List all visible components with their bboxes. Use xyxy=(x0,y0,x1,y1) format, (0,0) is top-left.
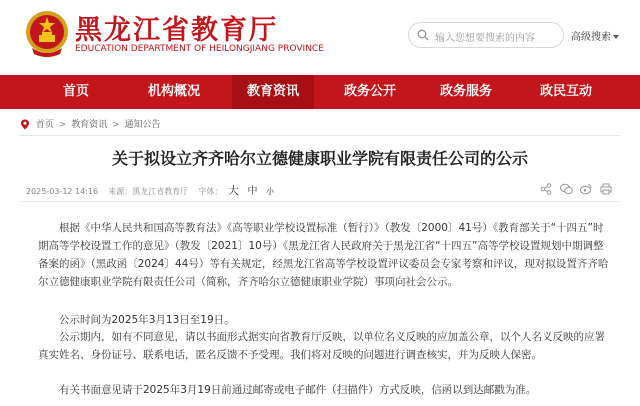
breadcrumb-home[interactable]: 首页 xyxy=(35,120,54,130)
breadcrumb-notices[interactable]: 通知公告 xyxy=(124,120,161,130)
advanced-search-button[interactable] xyxy=(571,28,619,43)
nav-item-about[interactable]: 机构概况 xyxy=(147,84,200,99)
nav-item-interaction[interactable]: 政民互动 xyxy=(539,84,592,99)
font-size-medium[interactable]: 中 xyxy=(247,186,258,197)
font-size-large[interactable]: 大 xyxy=(227,184,239,197)
article-date: 2025-03-12 14:16 xyxy=(26,187,99,196)
font-size-label: 字体： xyxy=(198,187,223,196)
article-paragraph: 公示时间为2025年3月13日至19日。 xyxy=(59,314,235,326)
breadcrumb-separator: > xyxy=(112,120,120,130)
nav-item-open-government[interactable]: 政务公开 xyxy=(343,84,396,99)
site-header xyxy=(0,0,640,75)
site-name[interactable]: 黑龙江省教育厅 xyxy=(75,15,278,46)
divider xyxy=(20,201,620,202)
national-emblem-icon xyxy=(24,8,70,58)
breadcrumb-news[interactable]: 教育资讯 xyxy=(71,120,108,130)
share-icon[interactable] xyxy=(540,180,552,199)
breadcrumb-separator: > xyxy=(58,120,67,130)
site-name-en: EDUCATION DEPARTMENT OF HEILONGJIANG PROVINCE xyxy=(75,44,324,54)
search-input[interactable] xyxy=(408,22,564,48)
share-tools xyxy=(540,180,620,194)
nav-item-news[interactable]: 教育资讯 xyxy=(232,75,314,109)
nav-item-services[interactable]: 政务服务 xyxy=(439,84,492,99)
article-paragraph: 公示期内，如有不同意见，请以书面形式据实向省教育厅反映，以单位名义反映的应加盖公章，以个人名义反映的应署真实姓名、身份证号、联系电话，匿名反馈不予受理。我们将对反映的问题进行调查核实，并为反映人保密。 xyxy=(38,331,605,361)
breadcrumb xyxy=(20,117,161,131)
article-source: 来源：黑龙江省教育厅 xyxy=(108,187,189,196)
article-title: 关于拟设立齐齐哈尔立德健康职业学院有限责任公司的公示 xyxy=(111,149,528,168)
search-icon xyxy=(417,29,429,41)
search-placeholder: 输入您想要搜索的内容 xyxy=(435,33,535,44)
article-meta xyxy=(26,182,277,198)
article-paragraph: 根据《中华人民共和国高等教育法》《高等职业学校设置标准（暂行）》（教发〔2000〕41号）《教育部关于“十四五”时期高等学校设置工作的意见》（教发〔2021〕10号）《黑龙江省人民政府关于黑龙江省“十四五”高等学校设置规划中期调整备案的函》（黑政函〔2024〕44号）等有关规定，经黑龙江省高等学校设置评议委员会专家考察和评议，现对拟设置齐齐哈尔立德健康职业学院有限责任公司（简称，齐齐哈尔立德健康职业学院）事项向社会公示。 xyxy=(38,222,609,288)
location-icon xyxy=(20,119,30,130)
nav-item-home[interactable]: 首页 xyxy=(62,84,89,99)
chevron-down-icon xyxy=(613,35,619,39)
divider xyxy=(20,135,620,136)
font-size-small[interactable]: 小 xyxy=(266,187,275,196)
weibo-icon[interactable] xyxy=(580,180,592,199)
article-paragraph: 有关书面意见请于2025年3月19日前通过邮寄或电子邮件（扫描件）方式反映，信函以到达邮戳为准。 xyxy=(59,384,537,396)
wechat-icon[interactable] xyxy=(560,180,573,199)
main-nav xyxy=(0,75,640,109)
print-icon[interactable] xyxy=(600,180,612,199)
advanced-search-label: 高级搜索 xyxy=(571,32,611,43)
